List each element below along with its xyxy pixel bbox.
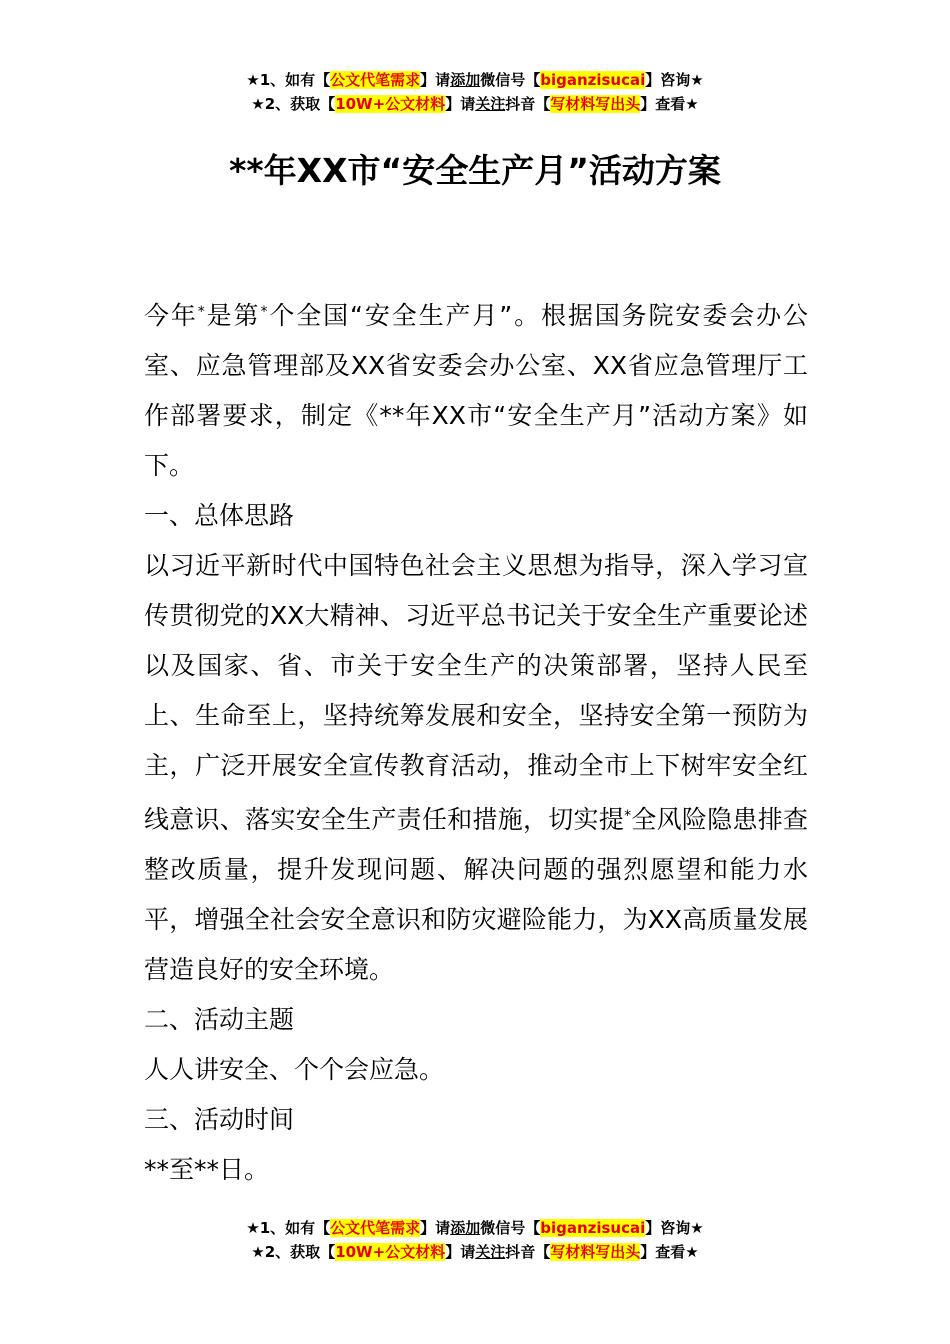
section-heading-2: 二、活动主题 — [144, 1005, 295, 1034]
highlight-ghostwriting: 公文代笔需求 — [330, 1219, 421, 1237]
banner-line-2: ★2、获取【10W+公文材料】请关注抖音【写材料写出头】查看★ — [251, 1243, 699, 1261]
header-banner — [0, 68, 950, 116]
section-heading-3: 三、活动时间 — [144, 1105, 295, 1134]
highlight-wechat-id: biganzisucai — [540, 71, 646, 89]
document-title: **年XX市“安全生产月”活动方案 — [229, 151, 721, 190]
footer-banner — [0, 1216, 950, 1264]
document-body — [144, 287, 808, 1195]
banner-line-2: ★2、获取【10W+公文材料】请关注抖音【写材料写出头】查看★ — [251, 95, 699, 113]
section-paragraph-3: **至**日。 — [144, 1155, 270, 1184]
section-paragraph-2: 人人讲安全、个个会应急。 — [144, 1055, 445, 1084]
section-heading-1: 一、总体思路 — [144, 501, 295, 530]
banner-line-1: ★1、如有【公文代笔需求】请添加微信号【biganzisucai】咨询★ — [246, 1219, 704, 1237]
highlight-materials: 10W+公文材料 — [335, 1243, 446, 1261]
highlight-douyin-id: 写材料写出头 — [550, 95, 641, 113]
highlight-wechat-id: biganzisucai — [540, 1219, 646, 1237]
highlight-douyin-id: 写材料写出头 — [550, 1243, 641, 1261]
section-paragraph-1: 以习近平新时代中国特色社会主义思想为指导，深入学习宣传贯彻党的XX大精神、习近平总书记关于安全生产重要论述以及国家、省、市关于安全生产的决策部署，坚持人民至上、生命至上，坚持统筹发展和安全，坚持安全第一预防为主，广泛开展安全宣传教育活动，推动全市上下树牢安全红线意识、落实安全生产责任和措施，切实提*全风险隐患排查整改质量，提升发现问题、解决问题的强烈愿望和能力水平，增强全社会安全意识和防灾避险能力，为XX高质量发展营造良好的安全环境。 — [144, 551, 808, 984]
highlight-ghostwriting: 公文代笔需求 — [330, 71, 421, 89]
intro-paragraph: 今年*是第*个全国“安全生产月”。根据国务院安委会办公室、应急管理部及XX省安委会办公室、XX省应急管理厅工作部署要求，制定《**年XX市“安全生产月”活动方案》如下。 — [144, 301, 808, 480]
banner-line-1: ★1、如有【公文代笔需求】请添加微信号【biganzisucai】咨询★ — [246, 71, 704, 89]
highlight-materials: 10W+公文材料 — [335, 95, 446, 113]
